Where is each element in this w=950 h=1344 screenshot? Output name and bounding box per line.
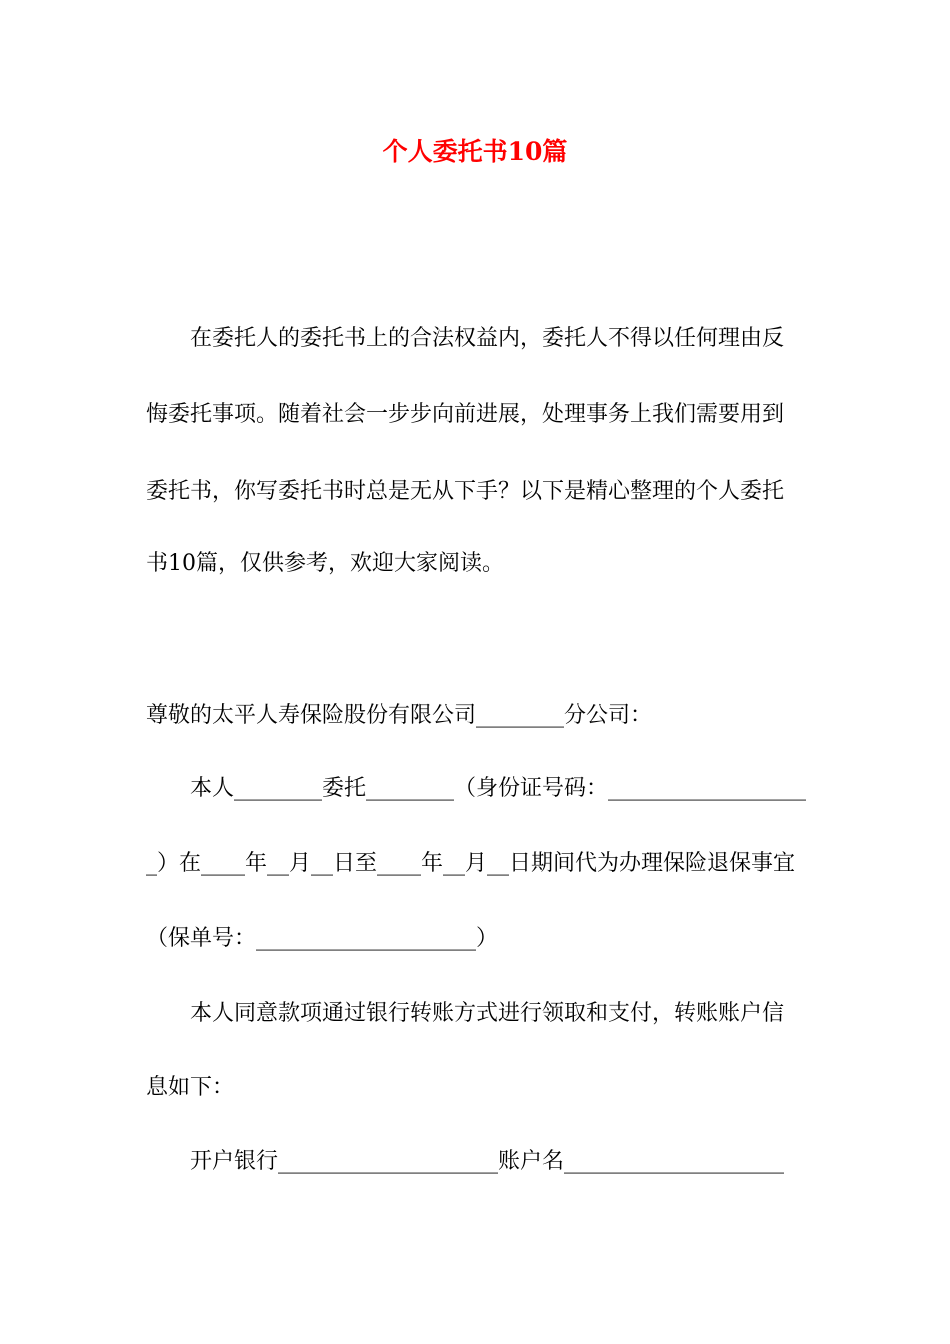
letter-salutation: 尊敬的太平人寿保险股份有限公司________分公司： — [146, 703, 653, 728]
intro-line-4: 书10篇，仅供参考，欢迎大家阅读。 — [146, 551, 504, 576]
letter-line-transfer-cont: 息如下： — [146, 1075, 235, 1100]
letter-line-principal: 本人________委托________（身份证号码：__________________ — [190, 776, 807, 801]
intro-line-2: 悔委托事项。随着社会一步步向前进展，处理事务上我们需要用到 — [146, 402, 785, 427]
intro-line-1: 在委托人的委托书上的合法权益内，委托人不得以任何理由反 — [190, 326, 785, 351]
letter-line-policy-number: （保单号：____________________） — [146, 926, 499, 951]
letter-line-bank-account: 开户银行____________________账户名____________________ — [190, 1149, 785, 1174]
document-title: 个人委托书10篇 — [382, 137, 568, 166]
letter-line-period: _）在____年__月__日至____年__月__日期间代为办理保险退保事宜 — [146, 851, 796, 876]
letter-line-transfer: 本人同意款项通过银行转账方式进行领取和支付，转账账户信 — [190, 1001, 785, 1026]
intro-line-3: 委托书，你写委托书时总是无从下手？以下是精心整理的个人委托 — [146, 479, 785, 504]
